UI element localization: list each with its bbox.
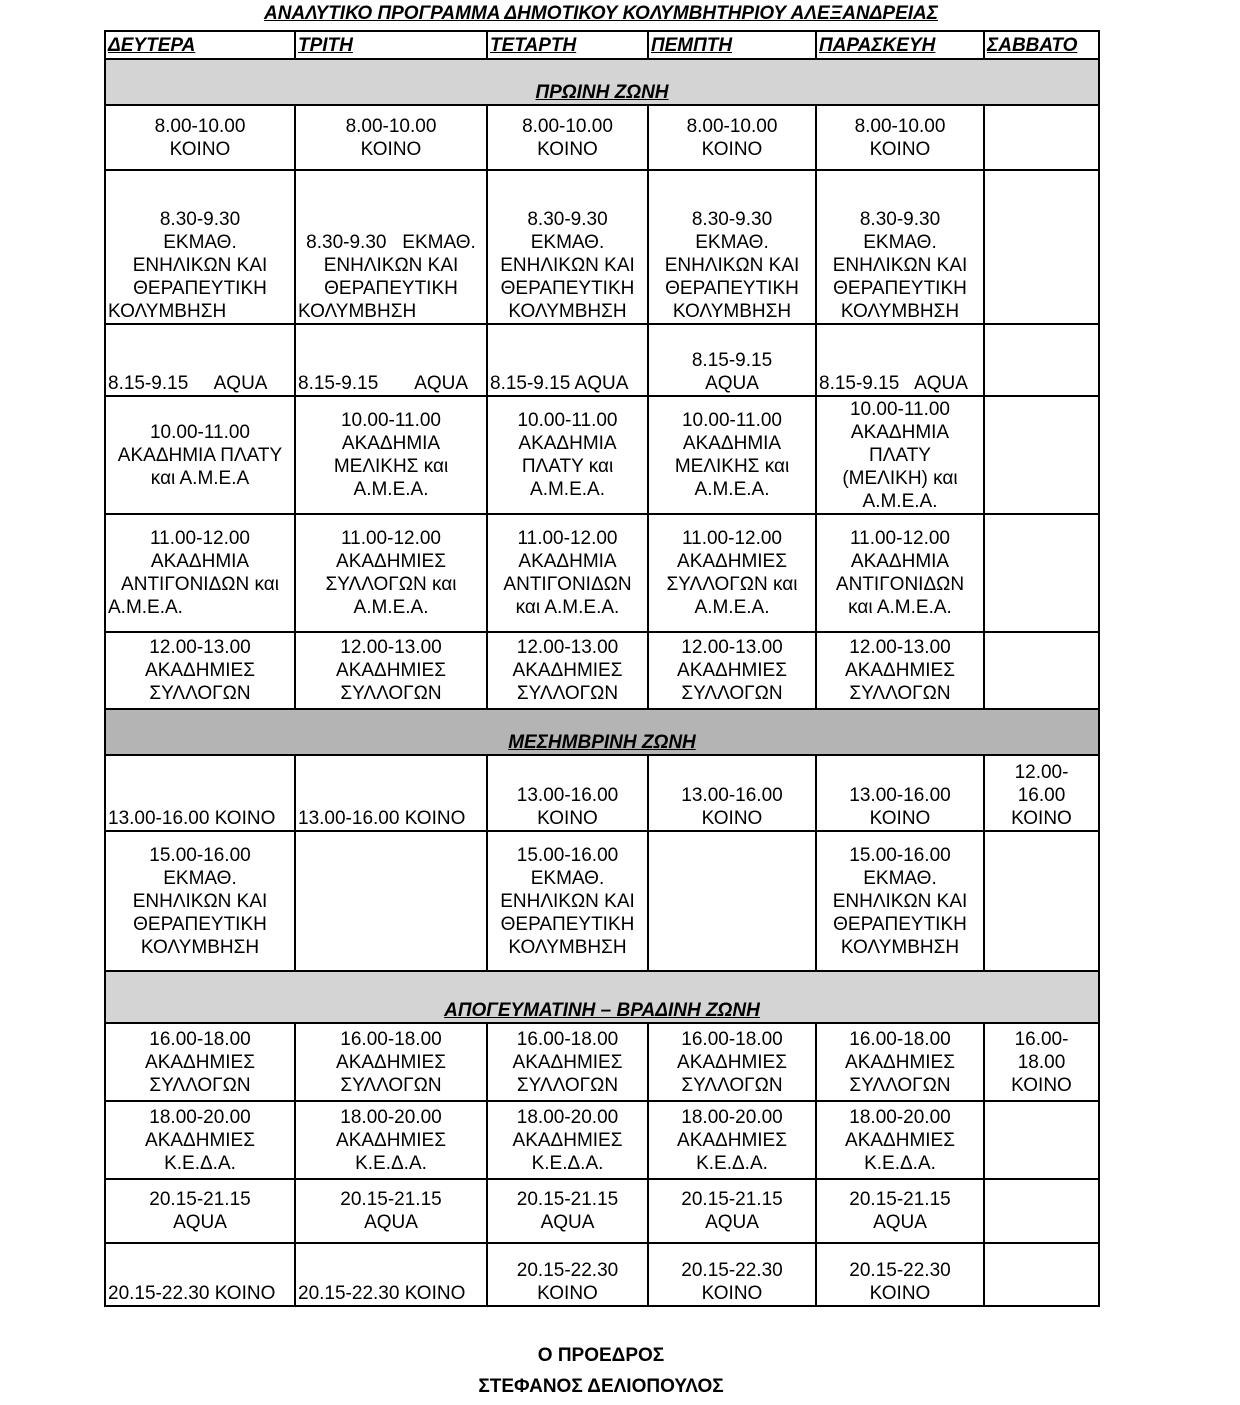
schedule-cell-wednesday xyxy=(487,170,648,324)
schedule-cell-thursday xyxy=(648,1243,816,1306)
schedule-line: 13.00-16.00 xyxy=(849,785,951,806)
schedule-line: ΣΥΛΛΟΓΩΝ xyxy=(849,683,951,704)
schedule-row xyxy=(105,170,1099,324)
schedule-line: ΚΟΛΥΜΒΗΣΗ xyxy=(508,936,627,958)
schedule-row xyxy=(105,105,1099,170)
schedule-cell-thursday xyxy=(648,755,816,831)
schedule-line: 10.00-11.00 xyxy=(340,410,441,431)
schedule-line: ΚΟΛΥΜΒΗΣΗ xyxy=(508,301,627,322)
schedule-line: ΘΕΡΑΠΕΥΤΙΚΗ xyxy=(500,913,635,935)
schedule-line: ΣΥΛΛΟΓΩΝ xyxy=(681,1074,783,1096)
schedule-line: 15.00-16.00 xyxy=(516,844,619,866)
schedule-cell-tuesday xyxy=(295,324,487,396)
schedule-line: ΚΟΙΝΟ xyxy=(869,808,931,829)
schedule-line: Α.Μ.Ε.Α. xyxy=(530,479,605,500)
schedule-line: 13.00-16.00 xyxy=(681,785,783,806)
schedule-line: ΑΚΑΔΗΜΙΑ ΠΛΑΤΥ xyxy=(117,444,283,466)
schedule-line: ΘΕΡΑΠΕΥΤΙΚΗ xyxy=(833,913,967,935)
schedule-cell-friday xyxy=(816,1101,984,1179)
schedule-line: ΑΚΑΔΗΜΙΑ xyxy=(150,551,250,572)
schedule-line: 20.15-21.15 xyxy=(340,1189,442,1210)
schedule-cell-thursday xyxy=(648,1101,816,1179)
schedule-line: ΕΚΜΑΘ. xyxy=(163,867,237,889)
schedule-line: ΕΚΜΑΘ. xyxy=(695,232,769,253)
schedule-line: 18.00 xyxy=(1017,1051,1066,1073)
zone-row-morning xyxy=(105,59,1099,105)
schedule-line: ΣΥΛΛΟΓΩΝ xyxy=(681,683,783,704)
schedule-line: ΕΚΜΑΘ. xyxy=(530,867,605,889)
schedule-line: ΚΟΙΝΟ xyxy=(169,138,231,160)
schedule-line: ΕΝΗΛΙΚΩΝ ΚΑΙ xyxy=(500,255,635,276)
schedule-cell-monday xyxy=(105,324,295,396)
schedule-line: 12.00-13.00 xyxy=(681,637,783,658)
schedule-line: ΠΛΑΤΥ xyxy=(869,444,931,466)
schedule-cell-saturday xyxy=(984,1023,1099,1101)
schedule-line: ΑΝΤΙΓΟΝΙΔΩΝ xyxy=(503,574,632,595)
schedule-line: 16.00-18.00 xyxy=(149,1028,251,1050)
schedule-line: 8.30-9.30 xyxy=(691,209,773,230)
schedule-row xyxy=(105,396,1099,514)
schedule-cell-saturday xyxy=(984,324,1099,396)
schedule-cell-saturday xyxy=(984,632,1099,709)
schedule-line: 20.15-21.15 xyxy=(849,1189,951,1210)
schedule-cell-thursday xyxy=(648,396,816,514)
schedule-line: 8.00-10.00 xyxy=(854,115,946,137)
zone-label-midday: ΜΕΣΗΜΒΡΙΝΗ ΖΩΝΗ xyxy=(105,709,1099,755)
schedule-line: 12.00-13.00 xyxy=(516,637,619,658)
schedule-line: 16.00- xyxy=(1014,1028,1069,1050)
schedule-cell-monday xyxy=(105,831,295,971)
schedule-line: 18.00-20.00 xyxy=(516,1106,619,1128)
schedule-line: ΠΛΑΤΥ και xyxy=(521,456,614,477)
schedule-cell-wednesday xyxy=(487,396,648,514)
schedule-line: 20.15-22.30 xyxy=(849,1260,951,1281)
schedule-cell-friday xyxy=(816,1179,984,1243)
schedule-line: ΚΟΙΝΟ xyxy=(1011,808,1072,829)
schedule-line: ΚΟΙΝΟ xyxy=(869,138,931,160)
schedule-line: ΕΝΗΛΙΚΩΝ ΚΑΙ xyxy=(500,890,635,912)
schedule-line: 11.00-12.00 xyxy=(340,528,441,549)
schedule-line: ΑΝΤΙΓΟΝΙΔΩΝ και xyxy=(121,574,279,595)
schedule-row xyxy=(105,1023,1099,1101)
schedule-line: ΑΚΑΔΗΜΙΕΣ xyxy=(336,1051,446,1073)
schedule-line: και Α.Μ.Ε.Α. xyxy=(848,597,952,618)
schedule-line: ΑΚΑΔΗΜΙΕΣ xyxy=(336,551,446,572)
schedule-cell-wednesday xyxy=(487,105,648,170)
schedule-table xyxy=(104,30,1100,1307)
schedule-line: 16.00-18.00 xyxy=(340,1028,442,1050)
schedule-cell-friday xyxy=(816,105,984,170)
schedule-line: 8.00-10.00 xyxy=(686,115,778,137)
zone-row-evening xyxy=(105,971,1099,1023)
schedule-line: Α.Μ.Ε.Α. xyxy=(694,479,770,500)
schedule-line: 20.15-22.30 xyxy=(516,1260,619,1281)
schedule-line: ΚΟΙΝΟ xyxy=(360,138,422,160)
day-header-friday: ΠΑΡΑΣΚΕΥΗ xyxy=(816,31,984,59)
schedule-line: ΣΥΛΛΟΓΩΝ xyxy=(516,683,619,704)
schedule-line: 8.30-9.30 ΕΚΜΑΘ. xyxy=(306,232,476,253)
schedule-line: Κ.Ε.Δ.Α. xyxy=(164,1152,236,1174)
schedule-row xyxy=(105,831,1099,971)
schedule-cell-thursday xyxy=(648,1023,816,1101)
schedule-line: 20.15-21.15 xyxy=(149,1189,251,1210)
schedule-line: ΘΕΡΑΠΕΥΤΙΚΗ xyxy=(133,278,267,299)
schedule-line: (ΜΕΛΙΚΗ) και xyxy=(842,467,958,489)
schedule-cell-tuesday xyxy=(295,831,487,971)
schedule-cell-thursday xyxy=(648,1179,816,1243)
schedule-line: 15.00-16.00 xyxy=(849,844,951,866)
schedule-line: ΣΥΛΛΟΓΩΝ xyxy=(516,1074,619,1096)
schedule-cell-monday xyxy=(105,1023,295,1101)
schedule-line: και Α.Μ.Ε.Α. xyxy=(515,597,620,618)
schedule-line: ΜΕΛΙΚΗΣ και xyxy=(333,456,449,477)
schedule-line: 12.00- xyxy=(1014,762,1069,783)
schedule-line: ΑΚΑΔΗΜΙΕΣ xyxy=(336,1129,446,1151)
schedule-line: 8.15-9.15 AQUA xyxy=(108,373,268,394)
schedule-line: ΕΝΗΛΙΚΩΝ ΚΑΙ xyxy=(132,890,268,912)
schedule-line: 10.00-11.00 xyxy=(849,398,950,420)
schedule-cell-friday xyxy=(816,396,984,514)
schedule-line: 10.00-11.00 xyxy=(149,421,250,443)
schedule-cell-tuesday xyxy=(295,170,487,324)
schedule-cell-saturday xyxy=(984,105,1099,170)
zone-row-midday xyxy=(105,709,1099,755)
schedule-line: Κ.Ε.Δ.Α. xyxy=(696,1152,768,1174)
schedule-line: ΕΚΜΑΘ. xyxy=(530,232,605,253)
schedule-line: 16.00-18.00 xyxy=(681,1028,783,1050)
schedule-cell-monday xyxy=(105,755,295,831)
schedule-line: ΕΚΜΑΘ. xyxy=(863,867,937,889)
schedule-line: 10.00-11.00 xyxy=(517,410,618,431)
schedule-cell-monday xyxy=(105,105,295,170)
schedule-row xyxy=(105,1243,1099,1306)
schedule-line: AQUA xyxy=(364,1212,418,1233)
schedule-line: 12.00-13.00 xyxy=(849,637,951,658)
schedule-line: ΚΟΛΥΜΒΗΣΗ xyxy=(840,301,960,322)
schedule-line: Α.Μ.Ε.Α. xyxy=(108,597,183,618)
schedule-cell-monday xyxy=(105,1243,295,1306)
schedule-cell-tuesday xyxy=(295,105,487,170)
schedule-line: ΕΝΗΛΙΚΩΝ ΚΑΙ xyxy=(664,255,800,276)
schedule-line: ΣΥΛΛΟΓΩΝ και xyxy=(666,574,798,595)
schedule-line: 11.00-12.00 xyxy=(149,528,250,549)
schedule-line: 8.15-9.15 xyxy=(691,350,773,371)
schedule-cell-friday xyxy=(816,831,984,971)
schedule-line: ΚΟΛΥΜΒΗΣΗ xyxy=(108,301,227,322)
schedule-line: Α.Μ.Ε.Α. xyxy=(862,490,938,512)
schedule-line: ΑΚΑΔΗΜΙΕΣ xyxy=(845,660,955,681)
schedule-cell-tuesday xyxy=(295,396,487,514)
day-header-wednesday: ΤΕΤΑΡΤΗ xyxy=(487,31,648,59)
schedule-cell-friday xyxy=(816,170,984,324)
schedule-line: ΚΟΙΝΟ xyxy=(701,808,763,829)
schedule-line: 18.00-20.00 xyxy=(681,1106,783,1128)
schedule-cell-friday xyxy=(816,514,984,632)
schedule-line: ΘΕΡΑΠΕΥΤΙΚΗ xyxy=(833,278,967,299)
schedule-line: 16.00 xyxy=(1017,785,1066,806)
schedule-line: ΚΟΙΝΟ xyxy=(537,138,598,160)
schedule-line: ΚΟΛΥΜΒΗΣΗ xyxy=(840,936,960,958)
schedule-line: ΑΚΑΔΗΜΙΕΣ xyxy=(336,660,446,681)
schedule-cell-tuesday xyxy=(295,514,487,632)
schedule-line: ΕΚΜΑΘ. xyxy=(163,232,237,253)
schedule-cell-wednesday xyxy=(487,831,648,971)
schedule-line: ΚΟΙΝΟ xyxy=(701,1283,763,1304)
schedule-line: ΑΚΑΔΗΜΙΕΣ xyxy=(677,1129,787,1151)
schedule-cell-thursday xyxy=(648,170,816,324)
schedule-line: 18.00-20.00 xyxy=(149,1106,251,1128)
schedule-line: ΘΕΡΑΠΕΥΤΙΚΗ xyxy=(665,278,799,299)
schedule-line: ΑΚΑΔΗΜΙΑ xyxy=(850,421,950,443)
schedule-cell-friday xyxy=(816,1023,984,1101)
schedule-line: Κ.Ε.Δ.Α. xyxy=(355,1152,427,1174)
schedule-line: 11.00-12.00 xyxy=(517,528,618,549)
schedule-cell-friday xyxy=(816,632,984,709)
schedule-line: 15.00-16.00 xyxy=(149,844,251,866)
schedule-cell-wednesday xyxy=(487,514,648,632)
schedule-line: ΑΚΑΔΗΜΙΕΣ xyxy=(677,660,787,681)
schedule-line: 12.00-13.00 xyxy=(149,637,251,658)
schedule-line: Α.Μ.Ε.Α. xyxy=(353,479,429,500)
day-header-thursday: ΠΕΜΠΤΗ xyxy=(648,31,816,59)
schedule-row xyxy=(105,1101,1099,1179)
schedule-line: ΘΕΡΑΠΕΥΤΙΚΗ xyxy=(500,278,635,299)
schedule-line: AQUA xyxy=(705,373,759,394)
schedule-line: AQUA xyxy=(540,1212,595,1233)
schedule-line: ΘΕΡΑΠΕΥΤΙΚΗ xyxy=(133,913,267,935)
schedule-cell-wednesday xyxy=(487,324,648,396)
schedule-row xyxy=(105,514,1099,632)
schedule-line: ΣΥΛΛΟΓΩΝ και xyxy=(325,574,457,595)
schedule-line: 20.15-21.15 xyxy=(681,1189,783,1210)
schedule-cell-wednesday xyxy=(487,632,648,709)
schedule-cell-monday xyxy=(105,632,295,709)
schedule-line: ΕΝΗΛΙΚΩΝ ΚΑΙ xyxy=(132,255,268,276)
schedule-cell-monday xyxy=(105,396,295,514)
schedule-line: 12.00-13.00 xyxy=(340,637,442,658)
schedule-line: ΚΟΛΥΜΒΗΣΗ xyxy=(672,301,792,322)
document-title: ΑΝΑΛΥΤΙΚΟ ΠΡΟΓΡΑΜΜΑ ΔΗΜΟΤΙΚΟΥ ΚΟΛΥΜΒΗΤΗΡΙΟΥ ΑΛΕΞΑΝΔΡΕΙΑΣ xyxy=(264,3,938,24)
schedule-line: ΑΚΑΔΗΜΙΕΣ xyxy=(145,660,255,681)
schedule-line: ΣΥΛΛΟΓΩΝ xyxy=(340,1074,442,1096)
schedule-line: ΑΚΑΔΗΜΙΕΣ xyxy=(512,1129,623,1151)
schedule-cell-friday xyxy=(816,755,984,831)
schedule-line: ΕΝΗΛΙΚΩΝ ΚΑΙ xyxy=(323,255,459,276)
schedule-line: 8.30-9.30 xyxy=(527,209,608,230)
schedule-line: ΑΚΑΔΗΜΙΕΣ xyxy=(145,1129,255,1151)
schedule-line: ΣΥΛΛΟΓΩΝ xyxy=(149,1074,251,1096)
schedule-line: ΑΚΑΔΗΜΙΕΣ xyxy=(677,1051,787,1073)
day-header-tuesday: ΤΡΙΤΗ xyxy=(295,31,487,59)
schedule-cell-saturday xyxy=(984,1179,1099,1243)
schedule-line: 18.00-20.00 xyxy=(849,1106,951,1128)
schedule-line: ΑΚΑΔΗΜΙΕΣ xyxy=(145,1051,255,1073)
day-header-row xyxy=(105,31,1099,59)
schedule-line: 20.15-21.15 xyxy=(516,1189,619,1210)
schedule-line: ΑΚΑΔΗΜΙΕΣ xyxy=(512,1051,623,1073)
schedule-line: ΑΚΑΔΗΜΙΕΣ xyxy=(845,1051,955,1073)
schedule-line: 8.15-9.15 AQUA xyxy=(298,373,469,394)
schedule-line: 8.30-9.30 xyxy=(159,209,241,230)
schedule-line: ΚΟΙΝΟ xyxy=(537,1283,598,1304)
schedule-cell-tuesday xyxy=(295,1023,487,1101)
schedule-cell-wednesday xyxy=(487,1179,648,1243)
schedule-line: και Α.Μ.Ε.Α xyxy=(150,467,250,489)
schedule-line: ΣΥΛΛΟΓΩΝ xyxy=(340,683,442,704)
schedule-line: Κ.Ε.Δ.Α. xyxy=(864,1152,936,1174)
footer-role: Ο ΠΡΟΕΔΡΟΣ xyxy=(537,1345,665,1366)
schedule-cell-saturday xyxy=(984,1243,1099,1306)
schedule-line: Α.Μ.Ε.Α. xyxy=(694,597,770,618)
schedule-cell-tuesday xyxy=(295,755,487,831)
schedule-cell-saturday xyxy=(984,514,1099,632)
schedule-cell-friday xyxy=(816,1243,984,1306)
schedule-line: 11.00-12.00 xyxy=(849,528,950,549)
schedule-row xyxy=(105,755,1099,831)
schedule-line: ΕΝΗΛΙΚΩΝ ΚΑΙ xyxy=(832,890,968,912)
schedule-line: ΑΚΑΔΗΜΙΑ xyxy=(682,433,782,454)
schedule-line: Κ.Ε.Δ.Α. xyxy=(531,1152,604,1174)
schedule-cell-thursday xyxy=(648,324,816,396)
schedule-cell-tuesday xyxy=(295,1243,487,1306)
schedule-line: ΑΚΑΔΗΜΙΑ xyxy=(518,433,617,454)
schedule-line: 13.00-16.00 xyxy=(516,785,619,806)
schedule-line: ΚΟΙΝΟ xyxy=(869,1283,931,1304)
schedule-cell-monday xyxy=(105,1179,295,1243)
schedule-line: AQUA xyxy=(173,1212,227,1233)
schedule-line: 11.00-12.00 xyxy=(681,528,782,549)
schedule-cell-tuesday xyxy=(295,1179,487,1243)
schedule-line: ΣΥΛΛΟΓΩΝ xyxy=(149,683,251,704)
schedule-line: 8.30-9.30 xyxy=(859,209,941,230)
schedule-cell-saturday xyxy=(984,755,1099,831)
schedule-cell-thursday xyxy=(648,514,816,632)
schedule-line: 20.15-22.30 ΚΟΙΝΟ xyxy=(298,1283,466,1304)
schedule-cell-thursday xyxy=(648,632,816,709)
schedule-cell-tuesday xyxy=(295,1101,487,1179)
schedule-line: 20.15-22.30 xyxy=(681,1260,783,1281)
schedule-cell-tuesday xyxy=(295,632,487,709)
schedule-line: 18.00-20.00 xyxy=(340,1106,442,1128)
schedule-line: ΑΚΑΔΗΜΙΑ xyxy=(518,551,617,572)
schedule-line: ΚΟΙΝΟ xyxy=(1011,1074,1072,1096)
schedule-cell-wednesday xyxy=(487,1243,648,1306)
schedule-cell-saturday xyxy=(984,831,1099,971)
schedule-line: 20.15-22.30 ΚΟΙΝΟ xyxy=(108,1283,276,1304)
schedule-line: ΕΝΗΛΙΚΩΝ ΚΑΙ xyxy=(832,255,968,276)
schedule-line: 8.15-9.15 AQUA xyxy=(490,373,629,394)
schedule-cell-wednesday xyxy=(487,1101,648,1179)
schedule-line: 16.00-18.00 xyxy=(849,1028,951,1050)
schedule-cell-wednesday xyxy=(487,755,648,831)
zone-label-morning: ΠΡΩΙΝΗ ΖΩΝΗ xyxy=(105,59,1099,105)
schedule-line: ΑΚΑΔΗΜΙΑ xyxy=(341,433,441,454)
schedule-line: ΚΟΙΝΟ xyxy=(701,138,763,160)
day-header-monday: ΔΕΥΤΕΡΑ xyxy=(105,31,295,59)
schedule-line: AQUA xyxy=(705,1212,759,1233)
schedule-line: ΑΚΑΔΗΜΙΕΣ xyxy=(512,660,623,681)
day-header-saturday: ΣΑΒΒΑΤΟ xyxy=(984,31,1099,59)
schedule-line: ΣΥΛΛΟΓΩΝ xyxy=(849,1074,951,1096)
schedule-line: ΚΟΙΝΟ xyxy=(537,808,598,829)
schedule-line: Α.Μ.Ε.Α. xyxy=(353,597,429,618)
schedule-line: 10.00-11.00 xyxy=(681,410,782,431)
schedule-cell-saturday xyxy=(984,1101,1099,1179)
schedule-cell-friday xyxy=(816,324,984,396)
schedule-row xyxy=(105,632,1099,709)
schedule-line: ΘΕΡΑΠΕΥΤΙΚΗ xyxy=(324,278,458,299)
schedule-cell-monday xyxy=(105,170,295,324)
schedule-cell-thursday xyxy=(648,105,816,170)
schedule-line: 8.15-9.15 AQUA xyxy=(819,373,968,394)
schedule-line: AQUA xyxy=(873,1212,927,1233)
schedule-line: ΜΕΛΙΚΗΣ και xyxy=(674,456,790,477)
schedule-line: ΚΟΛΥΜΒΗΣΗ xyxy=(298,301,417,322)
schedule-line: ΚΟΛΥΜΒΗΣΗ xyxy=(140,936,260,958)
schedule-cell-monday xyxy=(105,514,295,632)
schedule-line: 8.00-10.00 xyxy=(154,115,246,137)
schedule-line: 16.00-18.00 xyxy=(516,1028,619,1050)
schedule-line: 8.00-10.00 xyxy=(345,115,437,137)
schedule-line: ΑΚΑΔΗΜΙΕΣ xyxy=(677,551,787,572)
schedule-line: 8.00-10.00 xyxy=(522,115,613,137)
schedule-line: ΕΚΜΑΘ. xyxy=(863,232,937,253)
schedule-line: 13.00-16.00 ΚΟΙΝΟ xyxy=(298,808,466,829)
schedule-row xyxy=(105,324,1099,396)
schedule-cell-wednesday xyxy=(487,1023,648,1101)
schedule-line: ΑΚΑΔΗΜΙΑ xyxy=(850,551,950,572)
schedule-line: 13.00-16.00 ΚΟΙΝΟ xyxy=(108,808,276,829)
schedule-cell-saturday xyxy=(984,396,1099,514)
schedule-line: ΑΚΑΔΗΜΙΕΣ xyxy=(845,1129,955,1151)
zone-label-evening: ΑΠΟΓΕΥΜΑΤΙΝΗ – ΒΡΑΔΙΝΗ ΖΩΝΗ xyxy=(105,971,1099,1023)
schedule-line: ΑΝΤΙΓΟΝΙΔΩΝ xyxy=(835,574,965,595)
schedule-cell-monday xyxy=(105,1101,295,1179)
footer-name: ΣΤΕΦΑΝΟΣ ΔΕΛΙΟΠΟΥΛΟΣ xyxy=(478,1376,724,1397)
schedule-cell-saturday xyxy=(984,170,1099,324)
schedule-cell-thursday xyxy=(648,831,816,971)
schedule-row xyxy=(105,1179,1099,1243)
